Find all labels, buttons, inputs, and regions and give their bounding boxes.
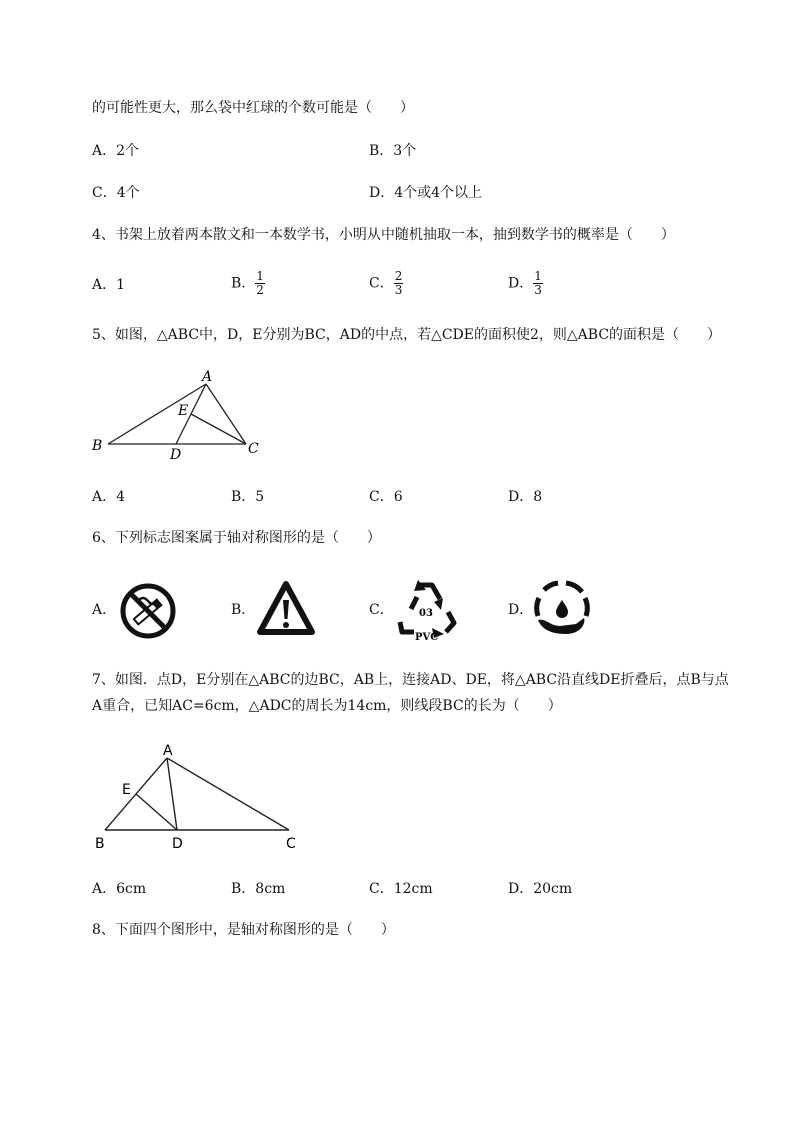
q7-stem-line1: 7、如图．点D，E分别在△ABC的边BC，AB上，连接AD、DE，将△ABC沿直线DE折叠后，点B与点 — [92, 672, 729, 688]
q5-stem: 5、如图，△ABC中，D，E分别为BC，AD的中点，若△CDE的面积使2，则△ABC的面积是（ ） — [92, 327, 722, 343]
q6-option-a: A． — [92, 602, 117, 618]
water-hand-icon — [532, 578, 592, 640]
q6-option-c: C． — [369, 602, 394, 618]
q6-option-b: B． — [231, 602, 256, 618]
q3-option-b: B．3个 — [369, 143, 417, 159]
q7-label-b: B — [95, 836, 105, 852]
recycle-pvc-icon — [396, 576, 460, 642]
q6-stem: 6、下列标志图案属于轴对称图形的是（ ） — [92, 530, 381, 546]
q5-label-b: B — [92, 438, 103, 454]
q4-option-d-denominator: 3 — [534, 283, 542, 297]
q5-label-e: E — [178, 403, 189, 419]
q7-label-a: A — [163, 743, 173, 759]
q7-triangle-figure — [90, 740, 305, 855]
warning-icon — [256, 580, 316, 636]
q7-stem-line2: A重合，已知AC=6cm，△ADC的周长为14cm，则线段BC的长为（ ） — [92, 698, 562, 714]
q4-option-c-fraction — [394, 270, 404, 297]
q4-option-c-denominator: 3 — [394, 283, 403, 297]
q5-side-ac — [206, 384, 246, 444]
q4-option-b-numerator: 1 — [256, 269, 264, 283]
q5-label-a: A — [202, 369, 213, 385]
q3-option-d: D．4个或4个以上 — [369, 185, 483, 201]
q4-option-b-fraction — [255, 270, 265, 297]
q7-option-a: A．6cm — [92, 881, 147, 897]
q4-option-d-prefix: D． — [508, 275, 534, 292]
q7-segment-ad — [167, 758, 177, 830]
q7-label-e: E — [122, 782, 131, 798]
recycle-label: PVC — [415, 632, 439, 642]
q3-option-c: C．4个 — [92, 185, 140, 201]
q7-label-d: D — [172, 836, 183, 852]
q7-option-b: B．8cm — [231, 881, 286, 897]
q8-stem: 8、下面四个图形中，是轴对称图形的是（ ） — [92, 922, 395, 938]
q5-triangle-figure — [86, 365, 276, 465]
q5-label-d: D — [170, 447, 182, 463]
q4-option-c-numerator: 2 — [394, 269, 403, 283]
q5-option-c: C．6 — [369, 489, 403, 505]
q5-option-b: B．5 — [231, 489, 265, 505]
q5-label-c: C — [248, 441, 259, 457]
no-smoking-icon — [118, 581, 178, 641]
q4-option-d-numerator: 1 — [534, 269, 542, 283]
q7-option-c: C．12cm — [369, 881, 433, 897]
q4-option-b-prefix: B． — [231, 275, 256, 292]
q4-option-a: A．1 — [92, 277, 126, 293]
q4-option-d — [508, 270, 543, 297]
q4-option-c — [369, 270, 403, 297]
q4-stem: 4、书架上放着两本散文和一本数学书，小明从中随机抽取一本，抽到数学书的概率是（ ） — [92, 227, 675, 243]
q7-option-d: D．20cm — [508, 881, 573, 897]
q5-option-d: D．8 — [508, 489, 543, 505]
q7-label-c: C — [286, 836, 296, 852]
q7-side-ac — [167, 758, 289, 830]
q3-stem: 的可能性更大，那么袋中红球的个数可能是（ ） — [92, 100, 414, 116]
q4-option-c-prefix: C． — [369, 275, 394, 292]
q7-segment-de — [136, 794, 177, 830]
q5-segment-ec — [191, 414, 246, 444]
q4-option-b — [231, 270, 265, 297]
q4-option-d-fraction — [533, 270, 543, 297]
q4-option-b-denominator: 2 — [256, 283, 264, 297]
q6-option-d: D． — [508, 602, 534, 618]
q5-option-a: A．4 — [92, 489, 126, 505]
q3-option-a: A．2个 — [92, 143, 140, 159]
recycle-code: 03 — [419, 608, 433, 619]
